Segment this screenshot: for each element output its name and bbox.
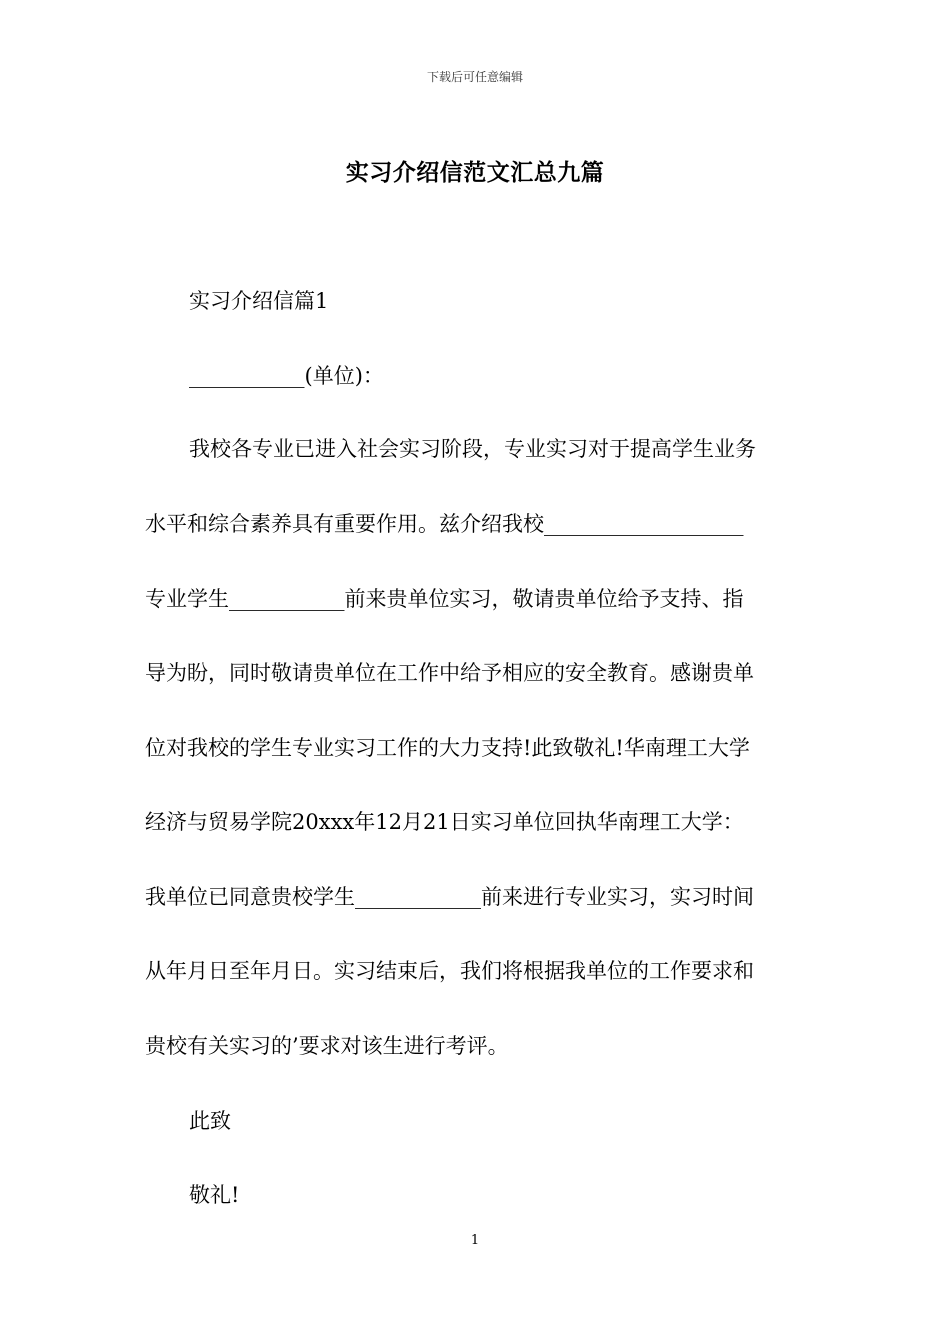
document-title: 实习介绍信范文汇总九篇	[345, 159, 605, 186]
body-line: 贵校有关实习的’要求对该生进行考评。	[145, 1034, 509, 1058]
page-number: 1	[470, 1233, 480, 1248]
body-line: 水平和综合素养具有重要作用。兹介绍我校___________________	[145, 512, 744, 536]
body-line: 导为盼，同时敬请贵单位在工作中给予相应的安全教育。感谢贵单	[145, 661, 754, 685]
body-line: 专业学生___________前来贵单位实习，敬请贵单位给予支持、指	[145, 587, 744, 611]
salutation-line: ___________(单位)：	[189, 364, 384, 388]
body-line: 从年月日至年月日。实习结束后，我们将根据我单位的工作要求和	[145, 959, 754, 983]
section-heading: 实习介绍信篇1	[189, 289, 329, 313]
body-line: 我单位已同意贵校学生____________前来进行专业实习，实习时间	[145, 885, 754, 909]
body-line: 位对我校的学生专业实习工作的大力支持!此致敬礼!华南理工大学	[145, 736, 750, 760]
body-line: 我校各专业已进入社会实习阶段，专业实习对于提高学生业务	[189, 437, 756, 461]
body-line: 经济与贸易学院20xxx年12月21日实习单位回执华南理工大学：	[145, 810, 744, 834]
header-note: 下载后可任意编辑	[426, 70, 523, 84]
closing-line: 此致	[189, 1109, 231, 1133]
closing-line: 敬礼!	[189, 1183, 240, 1207]
